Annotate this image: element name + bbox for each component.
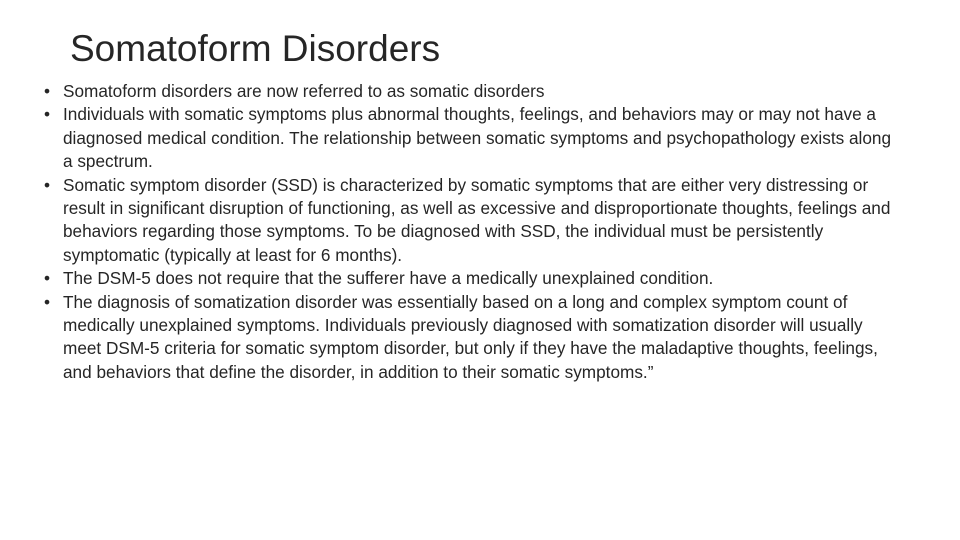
bullet-item: • The DSM-5 does not require that the sufferer have a medically unexplained condition. [44, 267, 904, 290]
bullet-item: • The diagnosis of somatization disorder was essentially based on a long and complex symptom count of medically unexplained symptoms. Individuals previously diagnosed with somatization disorder will usually meet DSM-5 criteria for somatic symptom disorder, but only if they have the maladaptive thoughts, feelings, and behaviors that define the disorder, in addition to their somatic symptoms.” [44, 291, 904, 385]
bullet-item: • Individuals with somatic symptoms plus abnormal thoughts, feelings, and behaviors may or may not have a diagnosed medical condition. The relationship between somatic symptoms and psychopathology exists along a spectrum. [44, 103, 904, 173]
bullet-list [44, 80, 904, 384]
slide-title: Somatoform Disorders [70, 28, 441, 69]
bullet-item: • Somatoform disorders are now referred to as somatic disorders [44, 80, 904, 103]
bullet-item: • Somatic symptom disorder (SSD) is characterized by somatic symptoms that are either very distressing or result in significant disruption of functioning, as well as excessive and disproportionate thoughts, feelings and behaviors regarding those symptoms. To be diagnosed with SSD, the individual must be persistently symptomatic (typically at least for 6 months). [44, 174, 904, 268]
